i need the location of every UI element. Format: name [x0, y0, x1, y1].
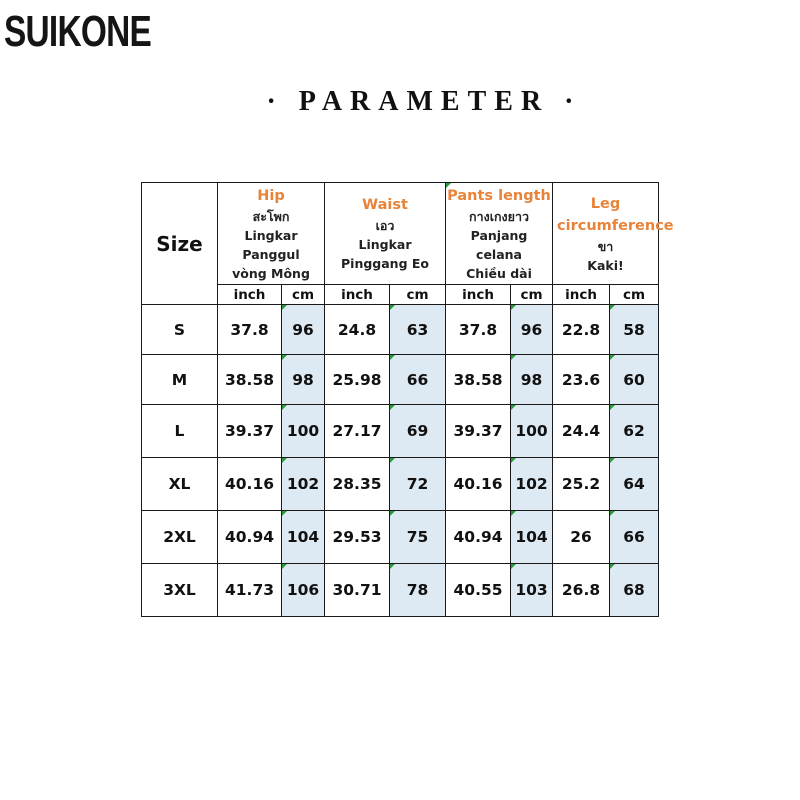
cm-value-cell: [610, 355, 659, 405]
inch-value-cell: [446, 458, 511, 511]
cell-value: 102: [515, 475, 548, 493]
cell-value: 24.8: [337, 320, 377, 339]
cell-value: 22.8: [561, 320, 601, 339]
unit-label: cm: [282, 285, 325, 305]
corner-mark: [511, 511, 516, 516]
unit-label: inch: [553, 285, 610, 305]
corner-mark: [511, 305, 516, 310]
cell-value: 66: [623, 528, 645, 546]
corner-mark: [610, 511, 615, 516]
unit-label: cm: [390, 285, 446, 305]
cell-value: 25.98: [332, 370, 382, 389]
corner-mark: [282, 405, 287, 410]
inch-value-cell: [218, 458, 282, 511]
corner-mark: [610, 564, 615, 569]
inch-value-cell: [325, 355, 390, 405]
inch-value-cell: [218, 305, 282, 355]
cm-value-cell: [511, 511, 553, 564]
inch-value-cell: [446, 511, 511, 564]
column-header-pants-length: [446, 183, 553, 285]
cell-value: 40.55: [453, 581, 503, 599]
cell-value: 28.35: [332, 475, 382, 493]
cell-value: 64: [623, 475, 645, 493]
cell-value: 26.8: [561, 581, 601, 599]
cell-value: 40.16: [453, 475, 503, 493]
cm-value-cell: [282, 405, 325, 458]
cm-value-cell: [390, 355, 446, 405]
cm-value-cell: [390, 564, 446, 617]
cell-value: 98: [520, 370, 543, 389]
cell-value: 26: [570, 528, 592, 546]
corner-mark: [282, 511, 287, 516]
column-header-waist: [325, 183, 446, 285]
cell-value: 98: [292, 370, 314, 389]
table-row: [142, 458, 659, 511]
unit-label: inch: [218, 285, 282, 305]
cell-value: 38.58: [453, 370, 503, 389]
column-header-line: Pinggang Eo: [341, 256, 430, 271]
size-label: L: [142, 405, 218, 458]
corner-mark: [511, 458, 516, 463]
column-header-hip: [218, 183, 325, 285]
inch-value-cell: [218, 564, 282, 617]
cell-value: 102: [286, 475, 320, 493]
cm-value-cell: [511, 305, 553, 355]
cell-value: 68: [623, 581, 645, 599]
corner-mark: [282, 355, 287, 360]
column-header-en: Waist: [362, 197, 408, 213]
inch-value-cell: [446, 305, 511, 355]
size-label: XL: [142, 458, 218, 511]
table-row: [142, 405, 659, 458]
unit-label: cm: [511, 285, 553, 305]
cell-value: 23.6: [561, 370, 601, 389]
cm-value-cell: [610, 305, 659, 355]
cell-value: 27.17: [332, 422, 382, 440]
cell-value: 63: [406, 320, 429, 339]
brand-logo: SUIKONE: [4, 7, 152, 56]
cm-value-cell: [610, 405, 659, 458]
cm-value-cell: [511, 564, 553, 617]
inch-value-cell: [446, 564, 511, 617]
cell-value: 37.8: [230, 320, 269, 339]
cell-value: 40.94: [224, 528, 275, 546]
corner-mark: [390, 305, 395, 310]
column-header-leg-circumference: [553, 183, 674, 285]
cm-value-cell: [282, 458, 325, 511]
inch-value-cell: [325, 305, 390, 355]
cell-value: 66: [406, 370, 429, 389]
inch-value-cell: [325, 564, 390, 617]
size-label: 2XL: [142, 511, 218, 564]
cell-value: 40.16: [224, 475, 275, 493]
cm-value-cell: [511, 405, 553, 458]
inch-value-cell: [218, 405, 282, 458]
column-header-line: Chiều dài: [466, 265, 532, 281]
column-header-en: Leg circumference: [557, 195, 674, 234]
cm-value-cell: [390, 511, 446, 564]
unit-label: inch: [325, 285, 390, 305]
cm-value-cell: [282, 564, 325, 617]
corner-mark: [390, 355, 395, 360]
corner-mark: [610, 405, 615, 410]
column-header-line: เอว: [375, 218, 395, 233]
inch-value-cell: [325, 405, 390, 458]
cell-value: 96: [520, 320, 543, 339]
cell-value: 75: [406, 528, 429, 546]
size-label: 3XL: [142, 564, 218, 617]
size-label: S: [142, 305, 218, 355]
column-header-line: celana: [476, 246, 522, 262]
cell-value: 78: [406, 581, 429, 599]
cm-value-cell: [610, 458, 659, 511]
cell-value: 41.73: [224, 581, 275, 599]
column-header-en: Pants length: [447, 187, 551, 204]
cm-value-cell: [390, 458, 446, 511]
cm-value-cell: [282, 511, 325, 564]
inch-value-cell: [553, 355, 610, 405]
column-header-line: Lingkar: [358, 237, 412, 252]
cm-value-cell: [511, 458, 553, 511]
cm-value-cell: [282, 305, 325, 355]
cell-value: 103: [515, 581, 548, 599]
inch-value-cell: [553, 458, 610, 511]
table-row: [142, 564, 659, 617]
corner-mark: [282, 564, 287, 569]
column-header-line: สะโพก: [252, 208, 290, 224]
inch-value-cell: [325, 511, 390, 564]
corner-mark: [610, 458, 615, 463]
column-header-line: กางเกงยาว: [469, 208, 530, 224]
cell-value: 29.53: [332, 528, 382, 546]
corner-mark: [390, 405, 395, 410]
cell-value: 72: [406, 475, 429, 493]
cell-value: 104: [515, 528, 548, 546]
corner-mark: [390, 564, 395, 569]
column-header-line: Lingkar: [244, 227, 298, 243]
unit-label: inch: [446, 285, 511, 305]
cell-value: 106: [286, 581, 320, 599]
cm-value-cell: [282, 355, 325, 405]
column-header-line: ขา: [597, 238, 614, 254]
cell-value: 60: [623, 370, 645, 389]
table-row: [142, 355, 659, 405]
corner-mark: [446, 183, 451, 188]
column-header-line: Kaki!: [587, 257, 624, 273]
page-title: · PARAMETER ·: [266, 86, 582, 117]
table-row: [142, 305, 659, 355]
corner-mark: [610, 305, 615, 310]
inch-value-cell: [446, 405, 511, 458]
column-header-line: Panggul: [242, 246, 300, 262]
unit-label: cm: [610, 285, 659, 305]
cell-value: 39.37: [453, 422, 503, 440]
corner-mark: [610, 355, 615, 360]
inch-value-cell: [325, 458, 390, 511]
cell-value: 100: [515, 422, 548, 440]
cm-value-cell: [610, 511, 659, 564]
cm-value-cell: [511, 355, 553, 405]
cell-value: 104: [286, 528, 320, 546]
column-header-line: Panjang: [470, 227, 528, 243]
table-row: [142, 511, 659, 564]
inch-value-cell: [446, 355, 511, 405]
cm-value-cell: [390, 405, 446, 458]
corner-mark: [390, 511, 395, 516]
cell-value: 58: [623, 320, 645, 339]
corner-mark: [390, 458, 395, 463]
inch-value-cell: [553, 511, 610, 564]
inch-value-cell: [553, 305, 610, 355]
size-label: M: [142, 355, 218, 405]
size-header: Size: [142, 183, 218, 305]
cell-value: 96: [292, 320, 314, 339]
inch-value-cell: [218, 355, 282, 405]
cell-value: 37.8: [458, 320, 498, 339]
corner-mark: [282, 305, 287, 310]
corner-mark: [282, 458, 287, 463]
corner-mark: [511, 355, 516, 360]
cell-value: 62: [623, 422, 645, 440]
cell-value: 30.71: [332, 581, 382, 599]
column-header-line: vòng Mông: [232, 265, 310, 281]
cell-value: 40.94: [453, 528, 503, 546]
cell-value: 38.58: [224, 370, 275, 389]
column-header-en: Hip: [257, 187, 285, 204]
cm-value-cell: [390, 305, 446, 355]
inch-value-cell: [553, 564, 610, 617]
size-chart-table: [141, 182, 674, 617]
corner-mark: [511, 405, 516, 410]
cell-value: 100: [286, 422, 320, 440]
cell-value: 24.4: [561, 422, 601, 440]
inch-value-cell: [218, 511, 282, 564]
inch-value-cell: [553, 405, 610, 458]
cm-value-cell: [610, 564, 659, 617]
cell-value: 25.2: [561, 475, 601, 493]
cell-value: 69: [406, 422, 429, 440]
corner-mark: [511, 564, 516, 569]
cell-value: 39.37: [224, 422, 275, 440]
